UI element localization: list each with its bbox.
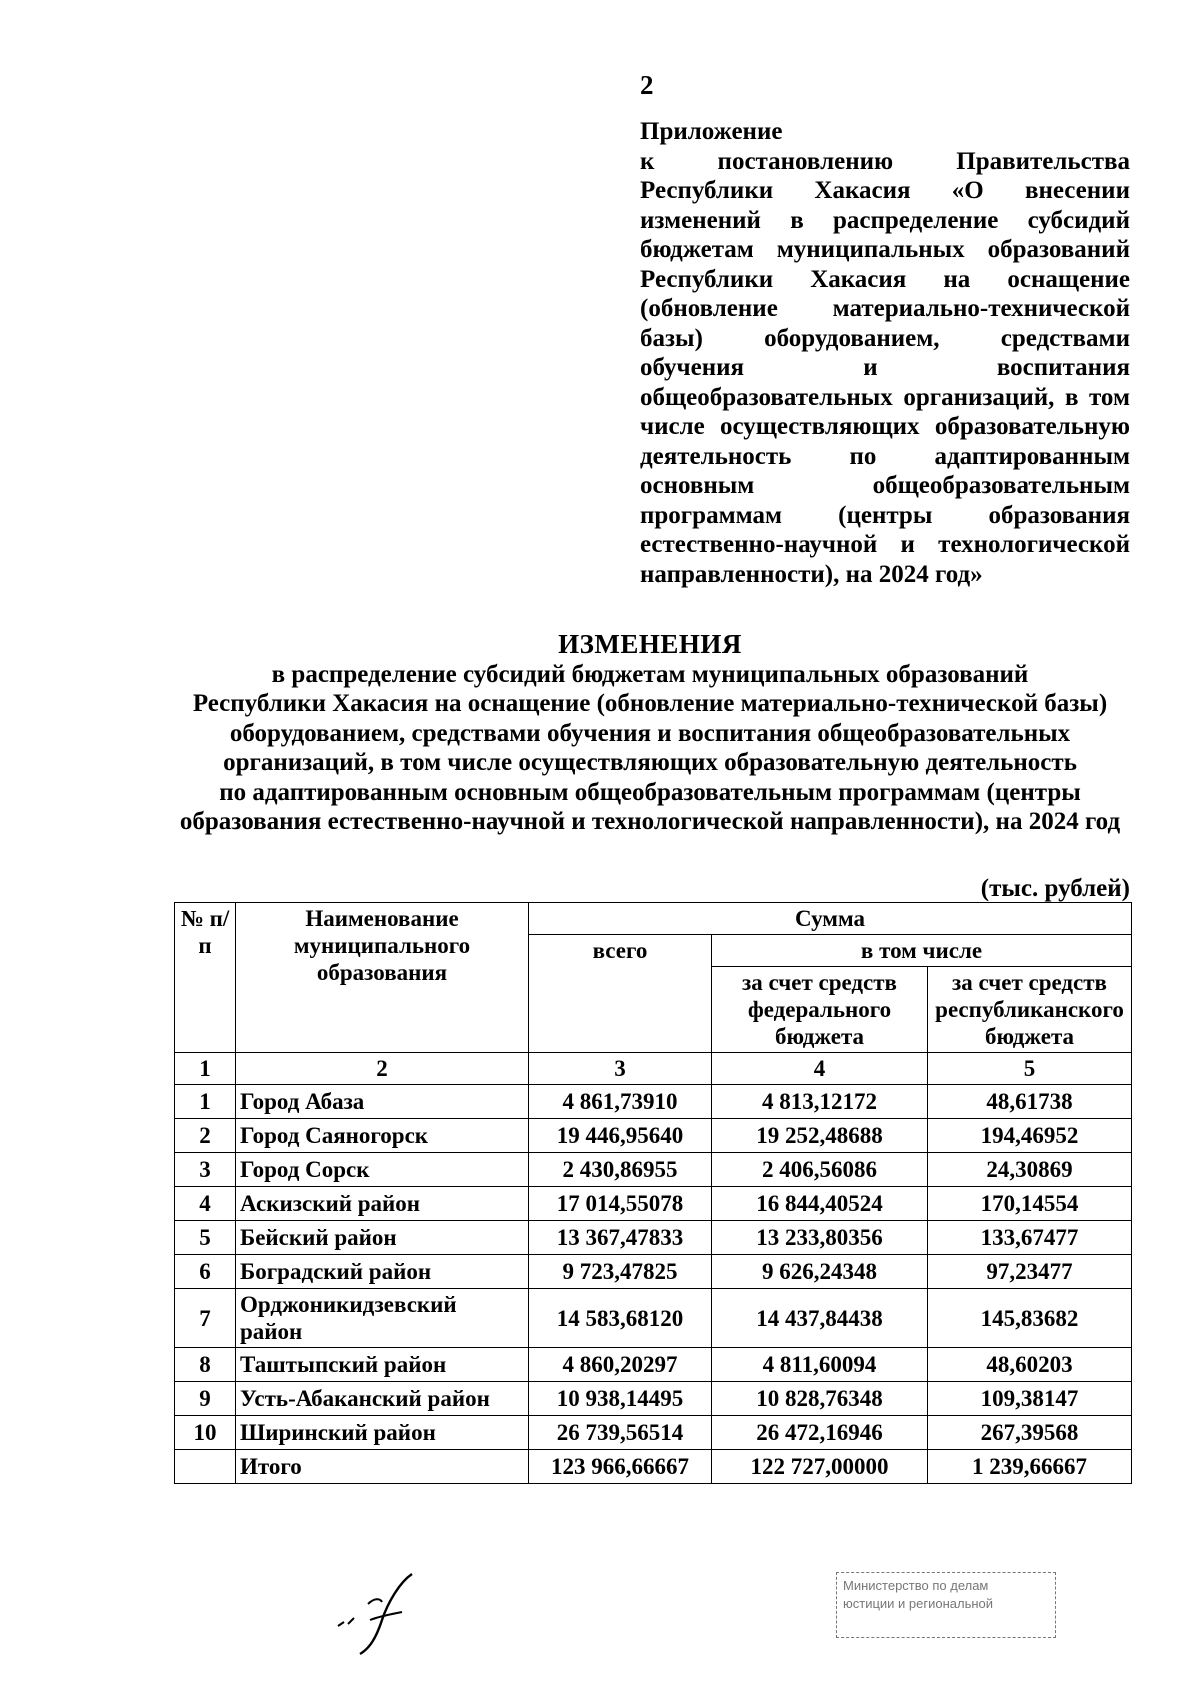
title-line: образования естественно-научной и технологической направленности), на 2024 год: [179, 808, 1121, 835]
row-name: Усть-Абаканский район: [236, 1382, 529, 1416]
row-name: Бейский район: [236, 1221, 529, 1255]
row-federal: 2 406,56086: [712, 1153, 928, 1187]
row-federal: 16 844,40524: [712, 1187, 928, 1221]
table-row: [175, 1119, 1132, 1153]
header-federal: за счет средств федерального бюджета: [712, 967, 928, 1053]
table-row: [175, 1382, 1132, 1416]
title-line: в распределение субсидий бюджетам муниципальных образований: [271, 660, 1029, 688]
stamp-line: Министерство по делам: [843, 1578, 989, 1593]
row-name: Орджоникидзевский район: [236, 1289, 529, 1348]
row-num: 4: [175, 1187, 236, 1221]
row-num: 7: [175, 1289, 236, 1348]
header-total: всего: [529, 935, 712, 1053]
title-line: оборудованием, средствами обучения и воспитания общеобразовательных: [229, 719, 1071, 747]
table-row: [175, 1416, 1132, 1450]
row-num: 8: [175, 1348, 236, 1382]
row-name: Аскизский район: [236, 1187, 529, 1221]
row-total: 13 367,47833: [529, 1221, 712, 1255]
total-republic: 1 239,66667: [928, 1450, 1132, 1484]
table-row: [175, 1348, 1132, 1382]
unit-label: (тыс. рублей): [980, 875, 1130, 902]
row-republic: 97,23477: [928, 1255, 1132, 1289]
title-line: Республики Хакасия на оснащение (обновление материально-технической базы): [192, 690, 1108, 717]
appendix-text: к постановлению Правительства Республики Хакасия «О внесении изменений в распределение субсидий бюджетам муниципальных образований Республики Хакасия на оснащение (обновление материально-технической базы) оборудованием, средствами обучения и воспитания общеобразовательных организаций, в том числе осуществляющих образовательную деятельность по адаптированным основным общеобразовательным программам (центры образования естественно-научной и технологической направленности), на 2024 год»: [640, 147, 1130, 588]
header-name: Наименование муниципального образования: [236, 903, 529, 1053]
row-total: 9 723,47825: [529, 1255, 712, 1289]
row-name: Боградский район: [236, 1255, 529, 1289]
row-republic: 194,46952: [928, 1119, 1132, 1153]
row-name: Таштыпский район: [236, 1348, 529, 1382]
column-number: 3: [529, 1053, 712, 1085]
header-including: в том числе: [712, 935, 1132, 967]
stamp-line: юстиции и региональной: [843, 1596, 994, 1611]
total-num: [175, 1450, 236, 1484]
row-num: 9: [175, 1382, 236, 1416]
row-republic: 48,61738: [928, 1085, 1132, 1119]
row-federal: 13 233,80356: [712, 1221, 928, 1255]
row-name: Ширинский район: [236, 1416, 529, 1450]
row-total: 10 938,14495: [529, 1382, 712, 1416]
row-republic: 48,60203: [928, 1348, 1132, 1382]
appendix-block: [640, 117, 1130, 589]
total-federal: 122 727,00000: [712, 1450, 928, 1484]
header-sum: Сумма: [529, 903, 1132, 935]
row-republic: 109,38147: [928, 1382, 1132, 1416]
table-row: [175, 1187, 1132, 1221]
row-num: 5: [175, 1221, 236, 1255]
row-total: 19 446,95640: [529, 1119, 712, 1153]
appendix-heading: Приложение: [640, 118, 783, 145]
row-federal: 4 813,12172: [712, 1085, 928, 1119]
total-label: Итого: [236, 1450, 529, 1484]
table-row: [175, 1221, 1132, 1255]
page-number: 2: [640, 70, 654, 100]
row-total: 17 014,55078: [529, 1187, 712, 1221]
row-total: 26 739,56514: [529, 1416, 712, 1450]
signature-icon: [330, 1568, 440, 1658]
table-row: [175, 1255, 1132, 1289]
row-republic: 170,14554: [928, 1187, 1132, 1221]
header-republic: за счет средств республиканского бюджета: [928, 967, 1132, 1053]
row-federal: 26 472,16946: [712, 1416, 928, 1450]
row-total: 4 861,73910: [529, 1085, 712, 1119]
total-row: [175, 1450, 1132, 1484]
table-row: [175, 1085, 1132, 1119]
column-number: 4: [712, 1053, 928, 1085]
row-num: 2: [175, 1119, 236, 1153]
row-federal: 4 811,60094: [712, 1348, 928, 1382]
title-line: по адаптированным основным общеобразовательным программам (центры: [219, 778, 1081, 806]
table-row: [175, 1153, 1132, 1187]
column-number: 2: [236, 1053, 529, 1085]
row-num: 6: [175, 1255, 236, 1289]
title-main: ИЗМЕНЕНИЯ: [558, 629, 742, 659]
row-federal: 19 252,48688: [712, 1119, 928, 1153]
row-num: 1: [175, 1085, 236, 1119]
row-federal: 14 437,84438: [712, 1289, 928, 1348]
subsidy-table: [174, 902, 1132, 1484]
row-republic: 267,39568: [928, 1416, 1132, 1450]
row-republic: 24,30869: [928, 1153, 1132, 1187]
column-number: 1: [175, 1053, 236, 1085]
row-republic: 145,83682: [928, 1289, 1132, 1348]
row-republic: 133,67477: [928, 1221, 1132, 1255]
row-num: 10: [175, 1416, 236, 1450]
table-row: [175, 1289, 1132, 1348]
title-line: организаций, в том числе осуществляющих образовательную деятельность: [223, 749, 1077, 776]
row-num: 3: [175, 1153, 236, 1187]
row-total: 4 860,20297: [529, 1348, 712, 1382]
row-total: 2 430,86955: [529, 1153, 712, 1187]
row-name: Город Саяногорск: [236, 1119, 529, 1153]
row-total: 14 583,68120: [529, 1289, 712, 1348]
row-federal: 9 626,24348: [712, 1255, 928, 1289]
header-num: № п/п: [175, 903, 236, 1053]
document-title: [150, 630, 1150, 837]
row-name: Город Сорск: [236, 1153, 529, 1187]
row-federal: 10 828,76348: [712, 1382, 928, 1416]
row-name: Город Абаза: [236, 1085, 529, 1119]
total-sum: 123 966,66667: [529, 1450, 712, 1484]
column-number: 5: [928, 1053, 1132, 1085]
registration-stamp: [836, 1572, 1056, 1638]
